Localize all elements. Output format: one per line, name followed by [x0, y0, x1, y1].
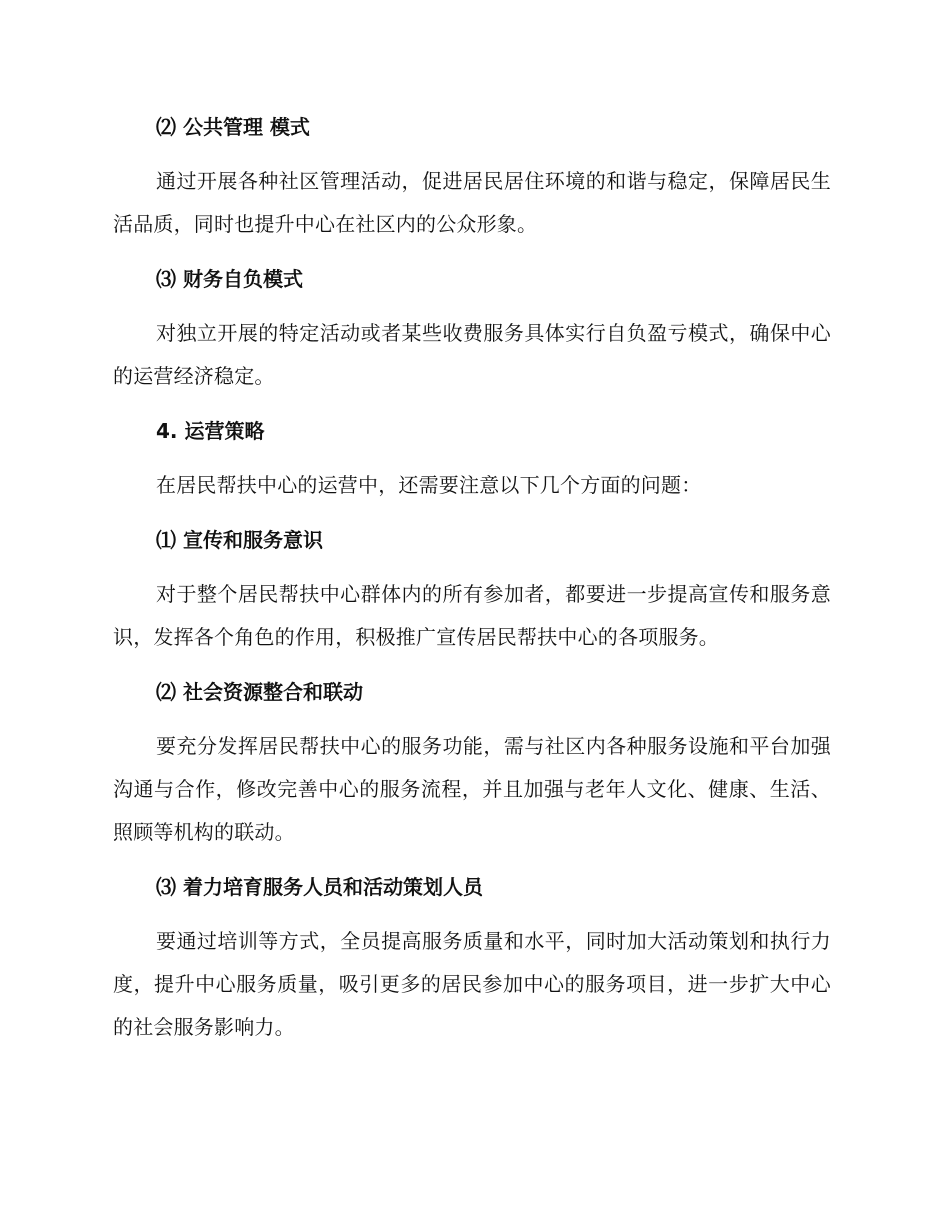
paragraph-financial-self-support: 对独立开展的特定活动或者某些收费服务具体实行自负盈亏模式，确保中心的运营经济稳定。	[113, 321, 831, 388]
heading-operation-strategy: 4. 运营策略	[156, 419, 265, 443]
paragraph-resource-integration: 要充分发挥居民帮扶中心的服务功能，需与社区内各种服务设施和平台加强沟通与合作，修改完善中心的服务流程，并且加强与老年人文化、健康、生活、照顾等机构的联动。	[113, 734, 831, 844]
document-body	[113, 110, 831, 1049]
heading-public-management-mode: ⑵ 公共管理 模式	[156, 115, 310, 139]
paragraph-staff-cultivation: 要通过培训等方式，全员提高服务质量和水平，同时加大活动策划和执行力度，提升中心服务质量，吸引更多的居民参加中心的服务项目，进一步扩大中心的社会服务影响力。	[113, 929, 831, 1039]
paragraph-operation-strategy-intro: 在居民帮扶中心的运营中，还需要注意以下几个方面的问题：	[156, 473, 702, 497]
heading-publicity-service-awareness: ⑴ 宣传和服务意识	[156, 528, 323, 552]
heading-staff-cultivation: ⑶ 着力培育服务人员和活动策划人员	[156, 875, 483, 899]
heading-financial-self-support-mode: ⑶ 财务自负模式	[156, 267, 303, 291]
heading-resource-integration: ⑵ 社会资源整合和联动	[156, 680, 363, 704]
paragraph-public-management: 通过开展各种社区管理活动，促进居民居住环境的和谐与稳定，保障居民生活品质，同时也提升中心在社区内的公众形象。	[113, 169, 831, 236]
paragraph-publicity-service-awareness: 对于整个居民帮扶中心群体内的所有参加者，都要进一步提高宣传和服务意识，发挥各个角色的作用，积极推广宣传居民帮扶中心的各项服务。	[113, 582, 831, 649]
